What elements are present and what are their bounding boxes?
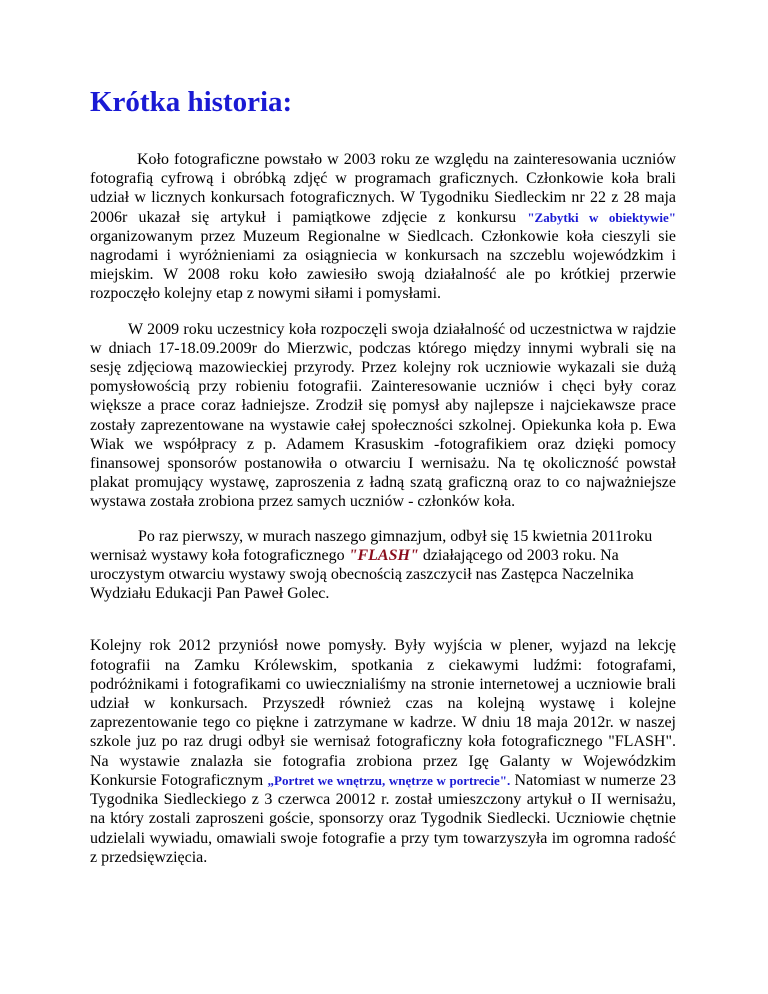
club-name-flash: "FLASH" bbox=[348, 546, 419, 564]
paragraph-first-vernissage bbox=[90, 527, 676, 604]
paragraph3-text-before: Po raz pierwszy, w murach naszego gimnazjum, odbył się 15 kwietnia 2011roku wernisaż wystawy koła fotograficznego bbox=[90, 527, 653, 564]
paragraph3-text-after: działającego od 2003 roku. Na uroczystym otwarciu wystawy swoją obecnością zaszczycił nas Zastępca Naczelnika Wydziału Edukacji Pan Paweł Golec. bbox=[90, 546, 634, 603]
paragraph4-text-after: Natomiast w numerze 23 Tygodnika Siedleckiego z 3 czerwca 20012 r. został umieszczony artykuł o II wernisażu, na który zostali zaproszeni goście, sponsorzy oraz Tygodnik Siedlecki. Uczniowie chętnie udzielali wywiadu, omawiali swoje fotografie a przy tym towarzyszyła im ogromna radość z przedsięwzięcia. bbox=[90, 771, 676, 866]
paragraph-history-intro bbox=[90, 150, 676, 304]
page-title: Krótka historia: bbox=[90, 86, 293, 118]
paragraph1-text-before: Koło fotograficzne powstało w 2003 roku ze względu na zainteresowania uczniów fotografią cyfrową i obróbką zdjęć w programach graficznych. Członkowie koła brali udział w licznych konkursach fotograficznych. W Tygodniku Siedleckim nr 22 z 28 maja 2006r ukazał się artykuł i pamiątkowe zdjęcie z konkursu bbox=[90, 151, 676, 226]
paragraph-2009: W 2009 roku uczestnicy koła rozpoczęli swoja działalność od uczestnictwa w rajdzie w dniach 17-18.09.2009r do Mierzwic, podczas którego między innymi wybrali się na sesję zdjęciową mazowieckiej przyrody. Przez kolejny rok uczniowie wykazali sie dużą pomysłowością przy robieniu fotografii. Zainteresowanie uczniów i chęci były coraz większe a prace coraz ładniejsze. Zrodził się pomysł aby najlepsze i najciekawsze prace zostały zaprezentowane na wystawie całej społeczności szkolnej. Opiekunka koła p. Ewa Wiak we współpracy z p. Adamem Krasuskim -fotografikiem oraz dzięki pomocy finansowej sponsorów postanowiła o otwarciu I wernisażu. Na tę okoliczność powstał plakat promujący wystawę, zaproszenia z ładną szatą graficzną oraz to co najważniejsze wystawa została zrobiona przez samych uczniów - członków koła. bbox=[90, 320, 676, 511]
document-page bbox=[90, 84, 676, 867]
contest-title-portret: „Portret we wnętrzu, wnętrze w portrecie". bbox=[267, 772, 511, 788]
paragraph1-text-after: organizowanym przez Muzeum Regionalne w Siedlcach. Członkowie koła cieszyli sie nagrodami i wyróżnieniami za osiągniecia w konkursach na szczeblu wojewódzkim i miejskim. W 2008 roku koło zawiesiło swoją działalność ale po krótkiej przerwie rozpoczęło kolejny etap z nowymi siłami i pomysłami. bbox=[90, 227, 676, 303]
contest-title-zabytki: "Zabytki w obiektywie" bbox=[527, 209, 676, 225]
paragraph4-text-before: Kolejny rok 2012 przyniósł nowe pomysły. Były wyjścia w plener, wyjazd na lekcję fotografii na Zamku Królewskim, spotkania z ciekawymi ludźmi: fotografami, podróżnikami i fotografikami co uwiecznialiśmy na stronie internetowej a uczniowie brali udział w konkursach. Przyszedł również czas na kolejną wystawę i kolejne zaprezentowanie tego co piękne i zatrzymane w kadrze. W dniu 18 maja 2012r. w naszej szkole juz po raz drugi odbył sie wernisaż fotograficzny koła fotograficznego "FLASH". Na wystawie znalazła sie fotografia zrobiona przez Igę Galanty w Wojewódzkim Konkursie Fotograficznym bbox=[90, 637, 676, 789]
paragraph-2012 bbox=[90, 636, 676, 866]
